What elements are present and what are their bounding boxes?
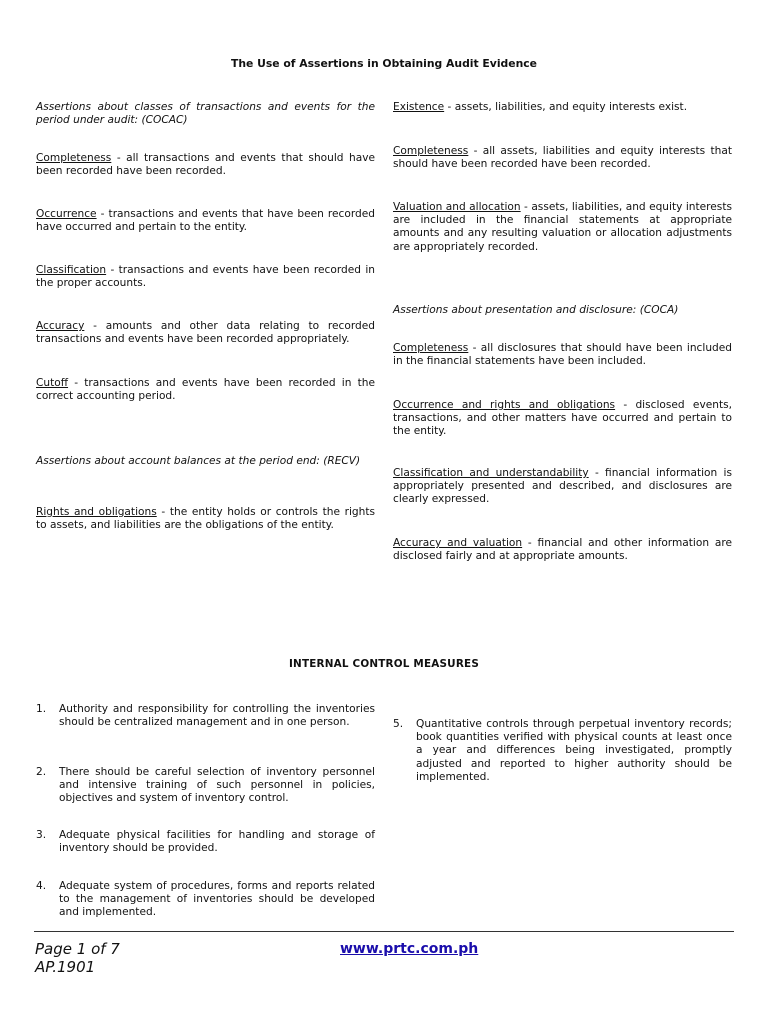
list-text: Adequate system of procedures, forms and reports related to the management of inventories should be developed and implemented. (59, 880, 375, 919)
assertion-text: - disclosed events, transactions, and other matters have occurred and pertain to the entity. (393, 399, 732, 438)
assertion-term: Occurrence and rights and obligations (393, 399, 616, 411)
assertion-text: - transactions and events that have been recorded have occurred and pertain to the entity. (36, 208, 375, 234)
assertion-term: Completeness (393, 342, 469, 354)
assertion-cutoff (36, 377, 375, 403)
list-number: 5. (393, 718, 404, 730)
footer-website-link[interactable]: www.prtc.com.ph (340, 941, 479, 957)
assertion-rights-obligations (36, 506, 375, 532)
footer-divider (34, 931, 734, 932)
assertion-term: Completeness (393, 145, 469, 157)
left-column (36, 101, 375, 561)
assertion-occurrence (36, 208, 375, 234)
transactions-heading: Assertions about classes of transactions and events for the period under audit: (COCAC) (36, 101, 375, 127)
assertion-accuracy (36, 320, 375, 346)
balances-heading: Assertions about account balances at the period end: (RECV) (36, 455, 361, 467)
assertion-valuation-allocation (393, 201, 732, 254)
list-number: 1. (36, 703, 47, 715)
footer-document-code: AP.1901 (35, 958, 96, 976)
list-number: 4. (36, 880, 47, 892)
assertion-term: Occurrence (36, 208, 97, 220)
assertion-text: - the entity holds or controls the rights to assets, and liabilities are the obligations of the entity. (36, 506, 376, 532)
list-text: Adequate physical facilities for handling and storage of inventory should be provided. (59, 829, 375, 855)
controls-title: INTERNAL CONTROL MEASURES (288, 658, 480, 670)
assertion-accuracy-valuation (393, 537, 732, 563)
page-title: The Use of Assertions in Obtaining Audit Evidence (230, 57, 538, 70)
assertion-text: - all disclosures that should have been included in the financial statements have been included. (393, 342, 732, 368)
assertion-term: Accuracy (36, 320, 85, 332)
list-item (393, 718, 732, 786)
assertion-text: - all transactions and events that should have been recorded have been recorded. (36, 152, 375, 178)
list-text: Authority and responsibility for controlling the inventories should be centralized management and in one person. (59, 703, 375, 729)
assertion-term: Completeness (36, 152, 112, 164)
right-column (393, 101, 732, 571)
list-item (36, 829, 375, 857)
assertion-classification (36, 264, 375, 290)
assertion-completeness-disclosure (393, 342, 732, 368)
assertion-term: Accuracy and valuation (393, 537, 523, 549)
footer-page-number: Page 1 of 7 (35, 940, 120, 958)
list-item (36, 703, 375, 743)
assertion-occurrence-rights (393, 399, 732, 439)
assertion-completeness-transactions (36, 152, 375, 178)
assertion-text: - assets, liabilities, and equity interests exist. (444, 101, 688, 113)
list-number: 3. (36, 829, 47, 841)
assertion-text: - assets, liabilities, and equity interests are included in the financial statements at appropriate amounts and any resulting valuation or allocation adjustments are appropriately recorded. (393, 201, 732, 253)
assertion-term: Rights and obligations (36, 506, 157, 518)
assertion-existence (393, 101, 732, 114)
presentation-heading: Assertions about presentation and disclosure: (COCA) (393, 304, 679, 316)
assertion-completeness-balances (393, 145, 732, 171)
assertion-term: Cutoff (36, 377, 69, 389)
list-item (36, 880, 375, 920)
assertion-term: Classification (36, 264, 107, 276)
assertion-term: Valuation and allocation (393, 201, 521, 213)
assertion-text: - transactions and events have been recorded in the proper accounts. (36, 264, 375, 290)
assertion-text: - amounts and other data relating to recorded transactions and events have been recorded appropriately. (36, 320, 375, 346)
list-text: Quantitative controls through perpetual inventory records; book quantities verified with physical counts at least once a year and differences being investigated, promptly adjusted and reported to higher authority should be implemented. (416, 718, 732, 783)
assertion-text: - transactions and events have been recorded in the correct accounting period. (36, 377, 375, 403)
assertion-text: - financial and other information are disclosed fairly and at appropriate amounts. (393, 537, 733, 563)
assertion-text: - all assets, liabilities and equity interests that should have been recorded have been recorded. (393, 145, 732, 171)
assertion-text: - financial information is appropriately presented and described, and disclosures are clearly expressed. (393, 467, 732, 506)
list-item (36, 766, 375, 806)
assertion-classification-understandability (393, 467, 732, 507)
assertion-term: Existence (393, 101, 445, 113)
list-text: There should be careful selection of inventory personnel and intensive training of such personnel in policies, objectives and system of inventory control. (59, 766, 375, 805)
list-number: 2. (36, 766, 47, 778)
assertion-term: Classification and understandability (393, 467, 589, 479)
